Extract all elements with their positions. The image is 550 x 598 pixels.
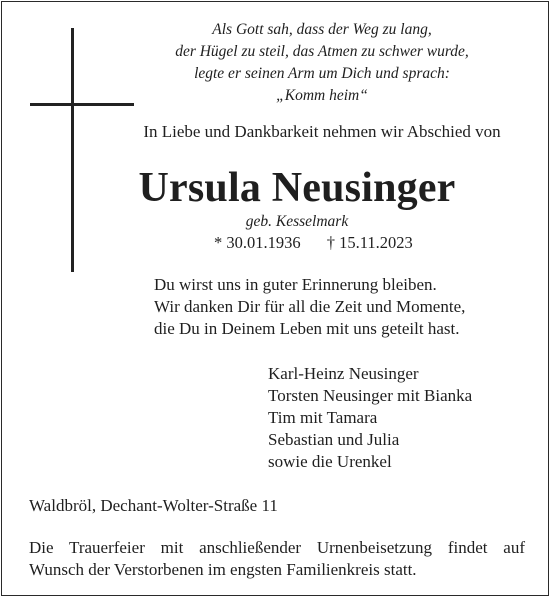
mourners-list — [268, 363, 538, 473]
memory-message — [154, 274, 534, 340]
poem-line: legte er seinen Arm um Dich und sprach: — [194, 65, 450, 82]
memory-line: die Du in Deinem Leben mit uns geteilt hast. — [154, 319, 460, 338]
cross-vertical-beam — [71, 28, 74, 272]
mourner-name: Torsten Neusinger mit Bianka — [268, 386, 473, 405]
life-dates — [214, 232, 444, 254]
birth-date: * 30.01.1936 — [214, 233, 301, 252]
cross-horizontal-beam — [30, 103, 134, 106]
memory-line: Du wirst uns in guter Erinnerung bleiben. — [154, 275, 437, 294]
mourner-name: Tim mit Tamara — [268, 408, 378, 427]
memory-line: Wir danken Dir für all die Zeit und Momente, — [154, 297, 466, 316]
poem-line: Als Gott sah, dass der Weg zu lang, — [212, 21, 432, 38]
memorial-poem — [152, 19, 492, 107]
mourner-name: sowie die Urenkel — [268, 452, 392, 471]
poem-line: der Hügel zu steil, das Atmen zu schwer wurde, — [175, 43, 469, 60]
death-date: † 15.11.2023 — [326, 233, 413, 252]
deceased-name: Ursula Neusinger — [138, 165, 456, 211]
cross-icon — [30, 28, 134, 274]
mourner-name: Karl-Heinz Neusinger — [268, 364, 419, 383]
address: Waldbröl, Dechant-Wolter-Straße 11 — [29, 496, 278, 515]
obituary-notice — [1, 1, 549, 596]
poem-line: „Komm heim“ — [276, 87, 368, 104]
mourner-name: Sebastian und Julia — [268, 430, 400, 449]
birth-name: geb. Kesselmark — [245, 213, 349, 230]
ceremony-notice — [29, 537, 525, 581]
ceremony-line: Die Trauerfeier mit anschließender Urnenbeisetzung findet auf — [29, 538, 525, 557]
ceremony-line: Wunsch der Verstorbenen im engsten Familienkreis statt. — [29, 560, 417, 579]
farewell-intro: In Liebe und Dankbarkeit nehmen wir Abschied von — [143, 122, 501, 141]
